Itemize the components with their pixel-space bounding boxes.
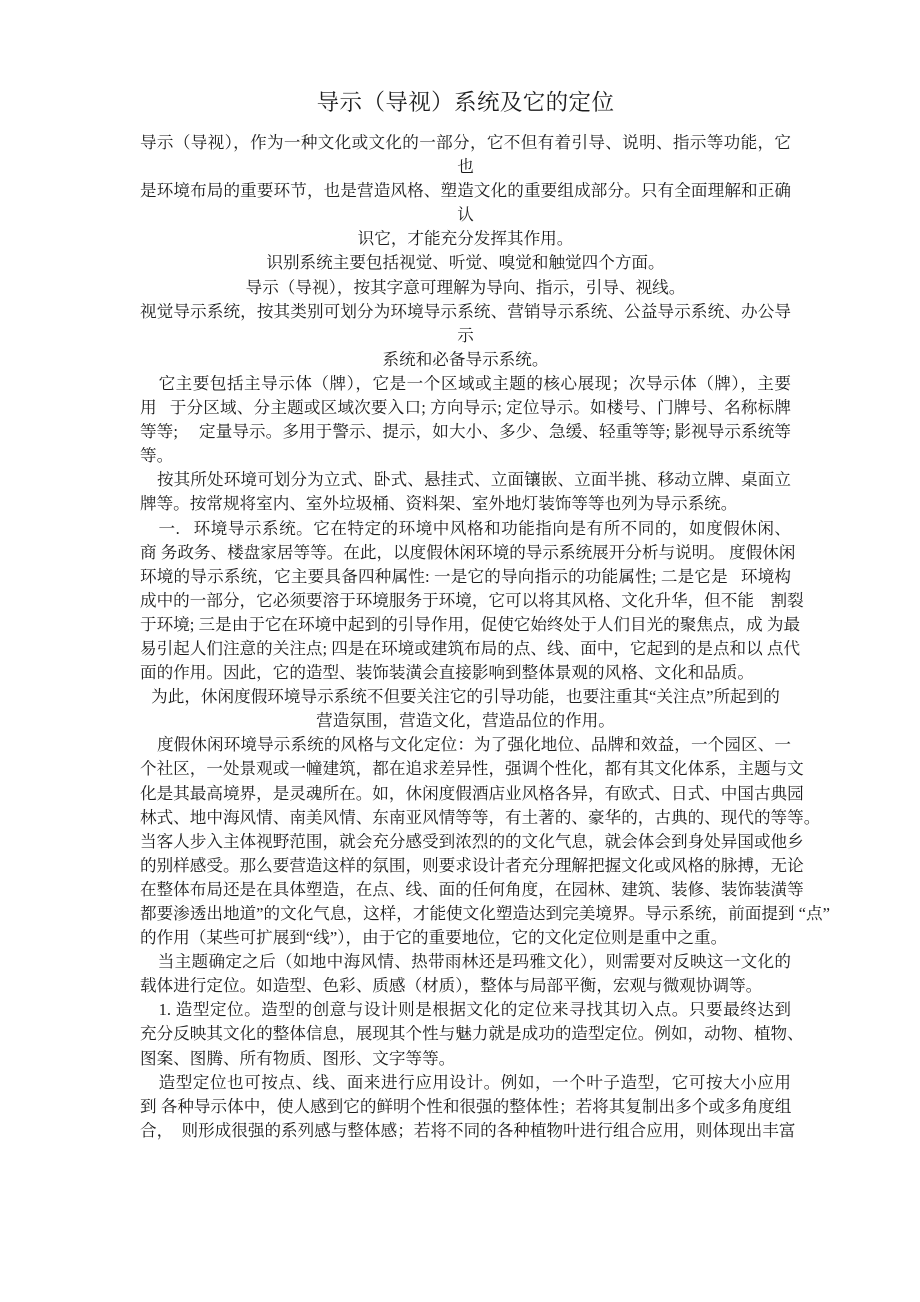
paragraph: [140, 950, 791, 998]
paragraph-line: 个社区，一处景观或一幢建筑，都在追求差异性，强调个性化，都有其文化体系，主题与文: [140, 759, 804, 779]
paragraph-line: 充分反映其文化的整体信息，展现其个性与魅力就是成功的造型定位。例如，动物、植物、: [140, 1024, 804, 1044]
paragraph-line: 的作用（某些可扩展到“线”），由于它的重要地位，它的文化定位则是重中之重。: [140, 928, 728, 948]
paragraph-line: 合， 则形成很强的系列感与整体感；若将不同的各种植物叶进行组合应用，则体现出丰富: [140, 1120, 796, 1140]
paragraph-line: 按其所处环境可划分为立式、卧式、悬挂式、立面镶嵌、立面半挑、移动立牌、桌面立: [140, 470, 791, 490]
paragraph-line: 用 于分区域、分主题或区域次要入口; 方向导示; 定位导示。如楼号、门牌号、名称标牌: [140, 398, 791, 418]
paragraph-container: [140, 131, 830, 1143]
paragraph-line: 牌等。按常规将室内、室外垃圾桶、资料架、室外地灯装饰等等也列为导示系统。: [140, 494, 738, 514]
paragraph-line: 1. 造型定位。造型的创意与设计则是根据文化的定位来寻找其切入点。只要最终达到: [140, 1000, 791, 1020]
paragraph: [140, 685, 791, 733]
paragraph-line: 当客人步入主体视野范围，就会充分感受到浓烈的的文化气息，就会体会到身处异国或他乡: [140, 831, 804, 851]
paragraph: [140, 1071, 796, 1143]
paragraph-line: 一. 环境导示系统。它在特定的环境中风格和功能指向是有所不同的，如度假休闲、: [140, 518, 791, 538]
paragraph-line: 示: [457, 325, 474, 345]
paragraph-line: 商 务政务、楼盘家居等等。在此，以度假休闲环境的导示系统展开分析与说明。 度假休闲: [140, 542, 796, 562]
paragraph-line: 在整体布局还是在具体塑造，在点、线、面的任何角度，在园林、建筑、装修、装饰装潢等: [140, 879, 804, 899]
paragraph-line: 当主题确定之后（如地中海风情、热带雨林还是玛雅文化），则需要对反映这一文化的: [140, 952, 791, 972]
paragraph-line: 认: [457, 205, 474, 225]
paragraph-line: 载体进行定位。如造型、色彩、质感（材质），整体与局部平衡，宏观与微观协调等。: [140, 976, 763, 996]
paragraph-line: 为此，休闲度假环境导示系统不但要关注它的引导功能，也要注重其“关注点”所起到的: [151, 687, 780, 707]
paragraph-line: 成中的一部分，它必须要溶于环境服务于环境，它可以将其风格、文化升华，但不能 割裂: [140, 590, 804, 610]
paragraph-line: 造型定位也可按点、线、面来进行应用设计。例如，一个叶子造型，它可按大小应用: [140, 1072, 791, 1092]
paragraph-line: 面的作用。因此，它的造型、装饰装潢会直接影响到整体景观的风格、文化和品质。: [140, 663, 754, 683]
paragraph: [140, 998, 804, 1070]
page-title: 导示（导视）系统及它的定位: [316, 90, 615, 115]
paragraph-line: 化是其最高境界，是灵魂所在。如，休闲度假酒店业风格各异，有欧式、日式、中国古典园: [140, 783, 804, 803]
paragraph-line: 林式、地中海风情、南美风情、东南亚风情等等，有土著的、豪华的，古典的、现代的等等。: [140, 807, 821, 827]
paragraph-line: 度假休闲环境导示系统的风格与文化定位：为了强化地位、品牌和效益，一个园区、一: [140, 735, 791, 755]
paragraph-line: 它主要包括主导示体（牌），它是一个区域或主题的核心展现；次导示体（牌），主要: [140, 373, 791, 393]
paragraph-line: 等等; 定量导示。多用于警示、提示，如大小、多少、急缓、轻重等等; 影视导示系统等: [140, 422, 791, 442]
paragraph-line: 是环境布局的重要环节，也是营造风格、塑造文化的重要组成部分。只有全面理解和正确: [140, 181, 791, 201]
paragraph-line: 导示（导视），按其字意可理解为导向、指示，引导、视线。: [245, 277, 686, 297]
paragraph-line: 易引起人们注意的关注点; 四是在环境或建筑布局的点、线、面中，它起到的是点和以 点代: [140, 638, 801, 658]
paragraph: [140, 517, 804, 686]
paragraph-line: 到 各种导示体中，使人感到它的鲜明个性和很强的整体性；若将其复制出多个或多角度组: [140, 1096, 792, 1116]
paragraph-line: 系统和必备导示系统。: [382, 349, 549, 369]
paragraph: [140, 131, 791, 372]
paragraph-line: 识别系统主要包括视觉、听觉、嗅觉和触觉四个方面。: [266, 253, 665, 273]
paragraph: [140, 733, 830, 950]
paragraph-line: 导示（导视），作为一种文化或文化的一部分，它不但有着引导、说明、指示等功能，它: [140, 133, 791, 152]
paragraph-line: 环境的导示系统，它主要具备四种属性: 一是它的导向指示的功能属性; 二是它是 环境构: [140, 566, 791, 586]
paragraph-line: 视觉导示系统，按其类别可划分为环境导示系统、营销导示系统、公益导示系统、办公导: [140, 301, 791, 321]
paragraph-line: 都要渗透出地道”的文化气息，这样，才能使文化塑造达到完美境界。导示系统，前面提到 “点”: [140, 904, 830, 923]
paragraph: [140, 468, 791, 516]
paragraph-line: 营造氛围，营造文化，营造品位的作用。: [316, 711, 615, 731]
paragraph-line: 也: [457, 157, 474, 177]
paragraph: [140, 372, 791, 468]
paragraph-line: 等。: [140, 446, 174, 466]
document-body: [140, 0, 830, 1143]
paragraph-line: 于环境; 三是由于它在环境中起到的引导作用，促使它始终处于人们目光的聚焦点，成 为最: [140, 614, 801, 634]
paragraph-line: 识它，才能充分发挥其作用。: [357, 229, 574, 249]
paragraph-line: 的别样感受。那么要营造这样的氛围，则要求设计者充分理解把握文化或风格的脉搏，无论: [140, 855, 804, 875]
paragraph-line: 图案、图腾、所有物质、图形、文字等等。: [140, 1048, 456, 1068]
